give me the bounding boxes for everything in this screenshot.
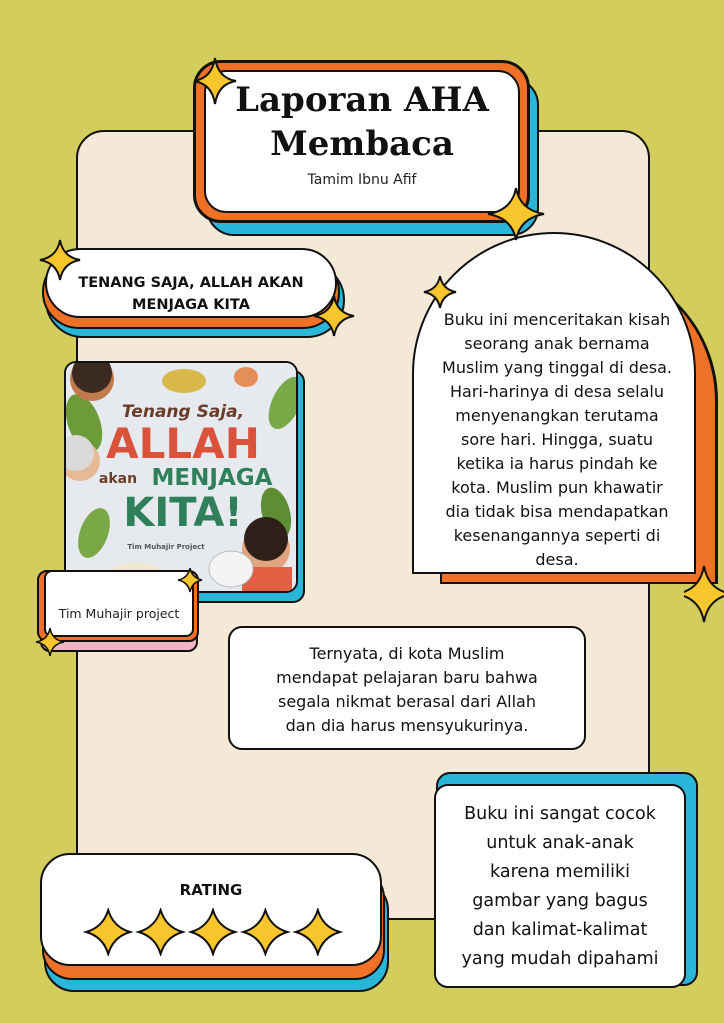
- book-title: [57, 272, 325, 316]
- recommendation-line: karena memiliki: [490, 862, 630, 882]
- summary-line: seorang anak bernama: [464, 334, 650, 353]
- recommendation-line: Buku ini sangat cocok: [464, 804, 656, 824]
- lesson-card: [228, 626, 586, 750]
- lesson-line: segala nikmat berasal dari Allah: [278, 692, 536, 711]
- book-title-line1: TENANG SAJA, ALLAH AKAN: [78, 275, 304, 291]
- book-author: Tim Muhajir project: [58, 606, 180, 621]
- recommendation-line: untuk anak-anak: [486, 833, 634, 853]
- recommendation-line: dan kalimat-kalimat: [472, 920, 648, 940]
- sparkle-icon: [422, 274, 458, 310]
- rating-star-icon: [86, 910, 130, 954]
- book-cover-illustration: [66, 363, 298, 593]
- rating-card: [40, 853, 382, 966]
- summary-line: kesenangannya seperti di: [453, 526, 661, 545]
- recommendation-text: [448, 800, 672, 974]
- summary-line: ketika ia harus pindah ke: [456, 454, 658, 473]
- summary-line: menyenangkan terutama: [455, 406, 659, 425]
- summary-line: sore hari. Hingga, suatu: [460, 430, 654, 449]
- recommendation-line: yang mudah dipahami: [461, 949, 659, 969]
- report-author: Tamim Ibnu Afif: [307, 172, 417, 188]
- summary-line: Hari-harinya di desa selalu: [449, 382, 665, 401]
- sparkle-icon: [38, 238, 82, 282]
- cover-text-line5: KITA!: [123, 490, 243, 536]
- lesson-line: dan dia harus mensyukurinya.: [285, 716, 529, 735]
- summary-line: dia tidak bisa mendapatkan: [445, 502, 669, 521]
- sparkle-icon: [34, 626, 66, 658]
- book-title-card: [45, 248, 337, 318]
- page-title: [206, 78, 518, 166]
- cover-text-line4: MENJAGA: [151, 465, 273, 491]
- sparkle-icon: [486, 186, 546, 242]
- rating-label: RATING: [179, 881, 243, 899]
- recommendation-card: [434, 784, 686, 988]
- sparkle-icon: [192, 56, 238, 106]
- cover-text-line1: Tenang Saja,: [121, 402, 245, 422]
- lesson-line: Ternyata, di kota Muslim: [309, 644, 505, 663]
- summary-line: Muslim yang tinggal di desa.: [442, 358, 672, 377]
- summary-line: kota. Muslim pun khawatir: [451, 478, 663, 497]
- rating-stars: [82, 908, 344, 956]
- recommendation-line: gambar yang bagus: [472, 891, 648, 911]
- sparkle-icon: [176, 566, 204, 594]
- sparkle-icon: [312, 294, 356, 338]
- rating-star-icon: [139, 910, 183, 954]
- summary-text: [432, 308, 682, 572]
- page-title-line1: Laporan AHA: [235, 80, 489, 120]
- cover-publisher: Tim Muhajir Project: [127, 543, 205, 551]
- rating-star-icon: [296, 910, 340, 954]
- summary-line: Buku ini menceritakan kisah: [443, 310, 671, 329]
- author-card: [44, 570, 194, 637]
- lesson-line: mendapat pelajaran baru bahwa: [276, 668, 538, 687]
- title-card: [204, 70, 520, 213]
- page-title-line2: Membaca: [270, 124, 454, 164]
- book-cover-image: [64, 361, 298, 593]
- rating-star-icon: [243, 910, 287, 954]
- summary-line: desa.: [535, 550, 579, 569]
- book-title-line2: MENJAGA KITA: [132, 297, 250, 313]
- cover-text-line2: ALLAH: [106, 419, 260, 468]
- sparkle-icon: [684, 564, 724, 624]
- cover-text-line3: akan: [98, 471, 138, 487]
- lesson-text: [246, 642, 568, 738]
- rating-star-icon: [191, 910, 235, 954]
